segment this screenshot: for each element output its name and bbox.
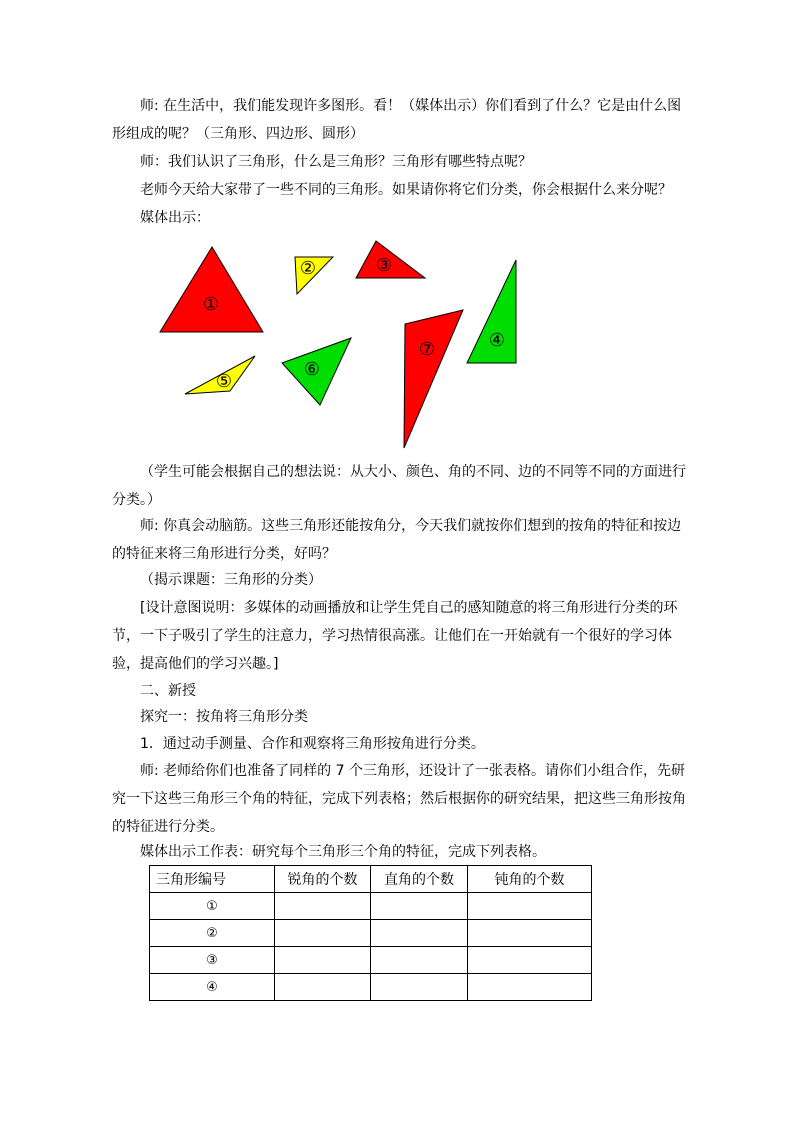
table-header-number: 三角形编号 — [150, 866, 275, 893]
table-cell-empty[interactable] — [371, 974, 468, 1001]
paragraph-student-ideas: （学生可能会根据自己的想法说：从大小、颜色、角的不同、边的不同等不同的方面进行分类。） — [112, 464, 686, 508]
worksheet-table — [149, 865, 592, 1001]
triangles-figure — [140, 230, 540, 455]
table-cell-empty[interactable] — [275, 920, 371, 947]
table-cell-empty[interactable] — [275, 893, 371, 920]
table-header-row — [150, 866, 592, 893]
triangle-3 — [356, 241, 425, 278]
table-cell-number: ① — [150, 893, 275, 920]
table-header-acute: 锐角的个数 — [275, 866, 371, 893]
paragraph-media: 媒体出示： — [140, 210, 210, 226]
table-cell-empty[interactable] — [275, 947, 371, 974]
triangle-6-label: ⑥ — [303, 359, 321, 380]
table-cell-empty[interactable] — [468, 920, 592, 947]
table-cell-empty[interactable] — [371, 920, 468, 947]
paragraph-teacher-task: 师: 老师给你们也准备了同样的 7 个三角形，还设计了一张表格。请你们小组合作，先研究一下这些三角形三个角的特征，完成下列表格；然后根据你的研究结果，把这些三角形按角的特征进行分类。 — [112, 763, 686, 835]
paragraph-question: 师：我们认识了三角形，什么是三角形？三角形有哪些特点呢？ — [140, 154, 532, 170]
triangle-4-label: ④ — [488, 330, 506, 351]
triangle-6 — [282, 338, 351, 405]
table-header-right: 直角的个数 — [371, 866, 468, 893]
table-cell-empty[interactable] — [468, 893, 592, 920]
paragraph-intro: 师: 在生活中，我们能发现许多图形。看！（媒体出示）你们看到了什么？它是由什么图形组成的呢？（三角形、四边形、圆形） — [112, 98, 682, 142]
triangle-1-label: ① — [202, 294, 220, 315]
section-heading-explore: 探究一：按角将三角形分类 — [140, 709, 308, 725]
table-cell-empty[interactable] — [371, 947, 468, 974]
paragraph-topic: （揭示课题：三角形的分类） — [140, 572, 322, 588]
paragraph-worksheet: 媒体出示工作表：研究每个三角形三个角的特征，完成下列表格。 — [140, 844, 546, 860]
triangle-2-label: ② — [299, 258, 317, 279]
paragraph-design-note: [设计意图说明：多媒体的动画播放和让学生凭自己的感知随意的将三角形进行分类的环节，一下子吸引了学生的注意力，学习热情很高涨。让他们在一开始就有一个很好的学习体验，提高他们的学习兴趣。] — [112, 600, 678, 672]
table-row — [150, 974, 592, 1001]
paragraph-step-1: 1．通过动手测量、合作和观察将三角形按角进行分类。 — [140, 736, 485, 752]
table-cell-empty[interactable] — [468, 947, 592, 974]
paragraph-teacher: 老师今天给大家带了一些不同的三角形。如果请你将它们分类，你会根据什么来分呢？ — [140, 182, 672, 198]
triangle-7 — [404, 310, 463, 448]
triangle-3-label: ③ — [375, 255, 393, 276]
triangle-4 — [467, 260, 516, 363]
table-cell-empty[interactable] — [275, 974, 371, 1001]
section-heading-new: 二、新授 — [140, 683, 196, 699]
table-cell-empty[interactable] — [468, 974, 592, 1001]
triangle-2 — [295, 257, 333, 294]
triangle-7-label: ⑦ — [418, 339, 436, 360]
triangle-5-label: ⑤ — [215, 371, 233, 392]
table-cell-number: ③ — [150, 947, 275, 974]
paragraph-praise: 师: 你真会动脑筋。这些三角形还能按角分，今天我们就按你们想到的按角的特征和按边的特征来将三角形进行分类，好吗？ — [112, 518, 682, 562]
table-cell-empty[interactable] — [371, 893, 468, 920]
triangle-5 — [185, 356, 255, 394]
table-row — [150, 947, 592, 974]
table-row — [150, 920, 592, 947]
table-cell-number: ④ — [150, 974, 275, 1001]
table-header-obtuse: 钝角的个数 — [468, 866, 592, 893]
table-cell-number: ② — [150, 920, 275, 947]
table-row — [150, 893, 592, 920]
triangle-1 — [160, 247, 263, 332]
